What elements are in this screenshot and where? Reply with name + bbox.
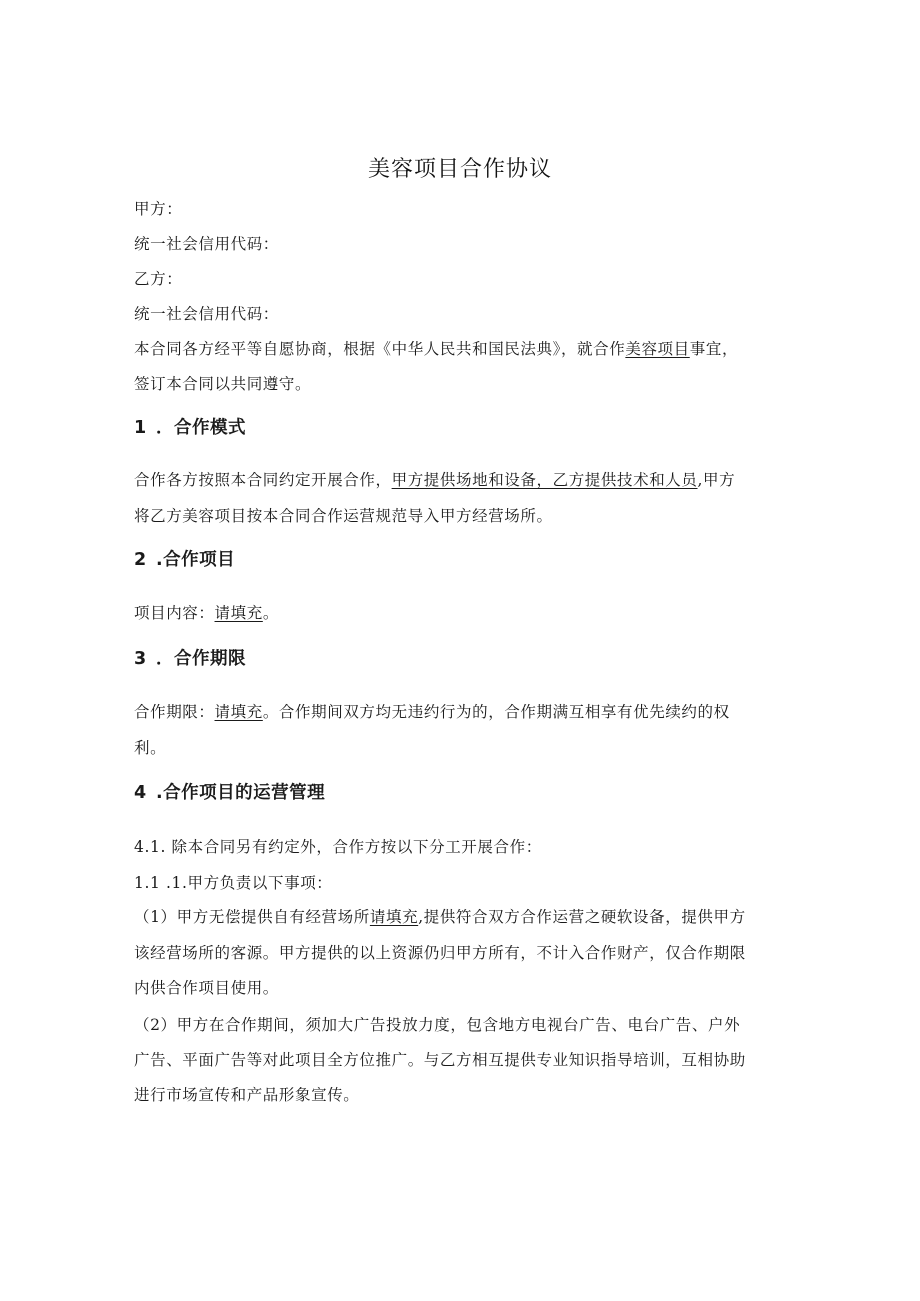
section-1-line-2: 将乙方美容项目按本合同合作运营规范导入甲方经营场所。 <box>134 507 553 525</box>
section-3-text-end: 。合作期间双方均无违约行为的，合作期满互相享有优先续约的权 <box>262 703 730 721</box>
section-3-heading <box>134 645 246 670</box>
section-3-fill-placeholder: 请填充 <box>214 703 263 721</box>
section-1-line-1 <box>134 469 794 491</box>
document-title: 美容项目合作协议 <box>367 157 552 182</box>
section-3-text: 合作期限： <box>134 703 215 721</box>
section-2-text-end: 。 <box>262 604 279 622</box>
section-2-number: 2 <box>134 550 147 570</box>
party-a-label: 甲方： <box>134 200 183 218</box>
section-1-text: 合作各方按照本合同约定开展合作， <box>134 471 392 489</box>
item-2-line-1: （2）甲方在合作期间，须加大广告投放力度，包含地方电视台广告、电台广告、户外 <box>134 1016 741 1034</box>
section-4-heading <box>134 779 325 804</box>
section-3-line-1 <box>134 701 794 723</box>
item-2-line-2: 广告、平面广告等对此项目全方位推广。与乙方相互提供专业知识指导培训，互相协助 <box>134 1051 746 1069</box>
item-2-line-3: 进行市场宣传和产品形象宣传。 <box>134 1086 360 1104</box>
intro-paragraph-line-1 <box>134 338 794 360</box>
party-b-credit-code-label: 统一社会信用代码： <box>134 305 279 323</box>
section-1-number: 1 <box>134 418 147 438</box>
clause-4-1-1: 1.1 .1.甲方负责以下事项： <box>134 874 333 892</box>
section-4-number: 4 <box>134 783 147 803</box>
party-a-credit-code-label: 统一社会信用代码： <box>134 235 279 253</box>
section-2-heading <box>134 546 235 571</box>
section-3-title: ．合作期限 <box>156 649 246 669</box>
intro-underlined-project: 美容项目 <box>625 340 690 358</box>
section-2-fill-placeholder: 请填充 <box>214 604 263 622</box>
item-1-line-3: 内供合作项目使用。 <box>134 979 279 997</box>
intro-text-end: 事宜， <box>689 340 739 358</box>
section-3-number: 3 <box>134 649 147 669</box>
item-1-line-1 <box>134 906 794 928</box>
section-2-line-1 <box>134 602 794 624</box>
section-1-text-end: ,甲方 <box>697 471 736 489</box>
item-1-fill-placeholder: 请填充 <box>369 908 419 926</box>
item-1-text-end: ,提供符合双方合作运营之硬软设备，提供甲方 <box>418 908 746 926</box>
section-1-title: ．合作模式 <box>156 418 246 438</box>
section-2-title: .合作项目 <box>156 550 236 570</box>
section-2-text: 项目内容： <box>134 604 215 622</box>
clause-4-1: 4.1. 除本合同另有约定外，合作方按以下分工开展合作： <box>134 838 542 856</box>
item-1-text: （1）甲方无偿提供自有经营场所 <box>134 908 370 926</box>
section-3-line-2: 利。 <box>134 739 167 757</box>
item-1-line-2: 该经营场所的客源。甲方提供的以上资源仍归甲方所有，不计入合作财产，仅合作期限 <box>134 944 746 962</box>
section-4-title: .合作项目的运营管理 <box>156 783 326 803</box>
section-1-heading <box>134 414 246 439</box>
party-b-label: 乙方： <box>134 270 183 288</box>
intro-text: 本合同各方经平等自愿协商，根据《中华人民共和国民法典》，就合作 <box>134 340 626 358</box>
section-1-underlined-terms: 甲方提供场地和设备，乙方提供技术和人员 <box>391 471 698 489</box>
intro-paragraph-line-2: 签订本合同以共同遵守。 <box>134 375 312 393</box>
